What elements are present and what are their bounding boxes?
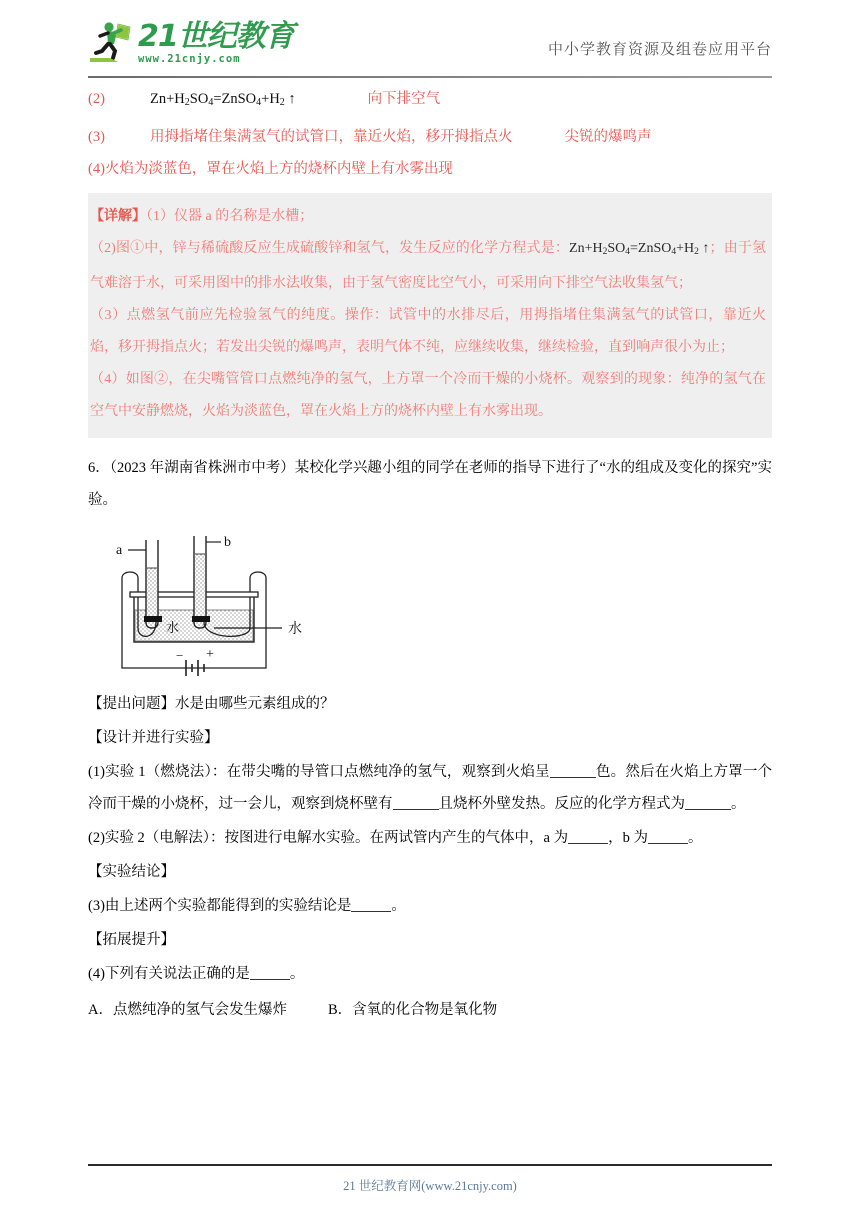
conclusion-tag: 【实验结论】 <box>88 864 175 880</box>
chemical-equation-zn: $Zn+H_2SO_4=ZnSO_4+H_2$ ↑ <box>150 91 296 108</box>
item-1-part-b: 色。然后在火焰上方罩一个冷而干燥的小烧杯，过一会儿，观察到烧杯壁有 <box>88 764 773 812</box>
explanation-paragraph-1 <box>90 201 766 233</box>
logo-url: www.21cnjy.com <box>138 52 241 65</box>
answer-number-4: (4) <box>88 161 105 177</box>
water-label-inner: 水 <box>166 620 180 635</box>
header-divider <box>88 76 772 78</box>
blank-flame-color[interactable] <box>550 762 596 778</box>
item-1-part-d: 。 <box>731 796 746 812</box>
answer-row-4 <box>88 154 772 185</box>
header-subtitle: 中小学教育资源及组卷应用平台 <box>547 42 772 58</box>
blank-choice[interactable] <box>250 964 290 980</box>
site-logo <box>88 18 294 64</box>
extension-tag: 【拓展提升】 <box>88 932 175 948</box>
choice-b[interactable]: B．含氧的化合物是氧化物 <box>328 1002 498 1018</box>
problem-tag: 【提出问题】 <box>88 696 175 712</box>
section-problem <box>88 688 772 720</box>
answer-text-3: 用拇指堵住集满氢气的试管口，靠近火焰，移开拇指点火 <box>150 129 513 145</box>
item-3-part-b: 。 <box>391 898 406 914</box>
answer-text-4: 火焰为淡蓝色，罩在火焰上方的烧杯内壁上有水雾出现 <box>104 161 453 177</box>
blank-gas-a[interactable] <box>568 828 608 844</box>
item-4-part-b: 。 <box>289 966 305 982</box>
footer-divider <box>88 1164 772 1166</box>
choice-a[interactable]: A．点燃纯净的氢气会发生爆炸 <box>88 1002 287 1018</box>
answer-extra-2: 向下排空气 <box>367 91 441 107</box>
explanation-paragraph-4: （4）如图②，在尖嘴管管口点燃纯净的氢气，上方罩一个冷而干燥的小烧杯。观察到的现象：纯净的氢气在空气中安静燃烧，火焰为淡蓝色，罩在火焰上方的烧杯内壁上有水雾出现。 <box>90 372 766 419</box>
electrolysis-apparatus-diagram <box>94 528 324 686</box>
item-2-part-c: 。 <box>687 830 703 846</box>
blank-equation[interactable] <box>685 794 731 810</box>
logo-title: 21世纪教育 <box>138 18 294 54</box>
answer-row-2 <box>88 82 772 120</box>
explanation-p2-pre: （2)图①中，锌与稀硫酸反应生成硫酸锌和氢气，发生反应的化学方程式是： <box>90 241 570 256</box>
blank-beaker-observation[interactable] <box>393 794 439 810</box>
answer-number-2: (2) <box>88 91 105 107</box>
item-3 <box>88 890 772 922</box>
design-tag: 【设计并进行实验】 <box>88 730 219 746</box>
question-number: 6． <box>88 460 110 476</box>
footer-text: 21 世纪教育网(www.21cnjy.com) <box>343 1179 517 1193</box>
tube-b-label: b <box>224 535 231 550</box>
item-2-part-a: (2)实验 2（电解法）：按图进行电解水实验。在两试管内产生的气体中，a 为 <box>88 830 569 846</box>
item-1-part-c: 且烧杯外壁发热。反应的化学方程式为 <box>438 796 685 812</box>
explanation-equation: $Zn+H_2SO_4=ZnSO_4+H_2$ ↑ <box>569 241 710 257</box>
question-6 <box>88 452 772 516</box>
page-footer <box>88 1164 772 1194</box>
section-conclusion <box>88 856 772 888</box>
explanation-p1-text: （1）仪器 a 的名称是水槽； <box>146 209 314 224</box>
battery-plus-label: + <box>206 647 214 662</box>
item-3-part-a: (3)由上述两个实验都能得到的实验结论是 <box>88 898 352 914</box>
section-design <box>88 722 772 754</box>
item-4 <box>88 958 772 990</box>
answer-extra-3: 尖锐的爆鸣声 <box>564 129 652 145</box>
explanation-paragraph-2 <box>90 233 766 300</box>
choice-list <box>88 994 772 1026</box>
item-2-part-b: ，b 为 <box>608 830 648 846</box>
battery-minus-label: − <box>176 648 184 663</box>
water-label-outer: 水 <box>288 622 302 637</box>
question-text: （2023 年湖南省株洲市中考）某校化学兴趣小组的同学在老师的指导下进行了“水的组成及变化的探究”实验。 <box>88 460 773 508</box>
tube-a-label: a <box>116 543 123 558</box>
blank-conclusion[interactable] <box>351 896 391 912</box>
running-person-icon <box>88 18 134 64</box>
page-header <box>88 0 772 82</box>
section-extension <box>88 924 772 956</box>
explanation-tag: 【详解】 <box>90 209 146 224</box>
problem-text: 水是由哪些元素组成的？ <box>175 696 335 712</box>
answer-row-3 <box>88 120 772 154</box>
explanation-box <box>88 193 772 438</box>
explanation-p2-post: ；由于氢气难溶于水，可采用图中的排水法收集，由于氢气密度比空气小，可采用向下排空气法收集氢气； <box>90 241 767 291</box>
item-1 <box>88 756 772 820</box>
explanation-paragraph-3: （3）点燃氢气前应先检验氢气的纯度。操作：试管中的水排尽后，用拇指堵住集满氢气的试管口，靠近火焰，移开拇指点火；若发出尖锐的爆鸣声，表明气体不纯，应继续收集，继续检验，直到响声很小为止； <box>90 308 766 355</box>
answer-number-3: (3) <box>88 129 105 145</box>
item-4-part-a: (4)下列有关说法正确的是 <box>88 966 250 982</box>
blank-gas-b[interactable] <box>648 828 688 844</box>
item-1-part-a: (1)实验 1（燃烧法）：在带尖嘴的导管口点燃纯净的氢气，观察到火焰呈 <box>88 764 550 780</box>
item-2 <box>88 822 772 854</box>
